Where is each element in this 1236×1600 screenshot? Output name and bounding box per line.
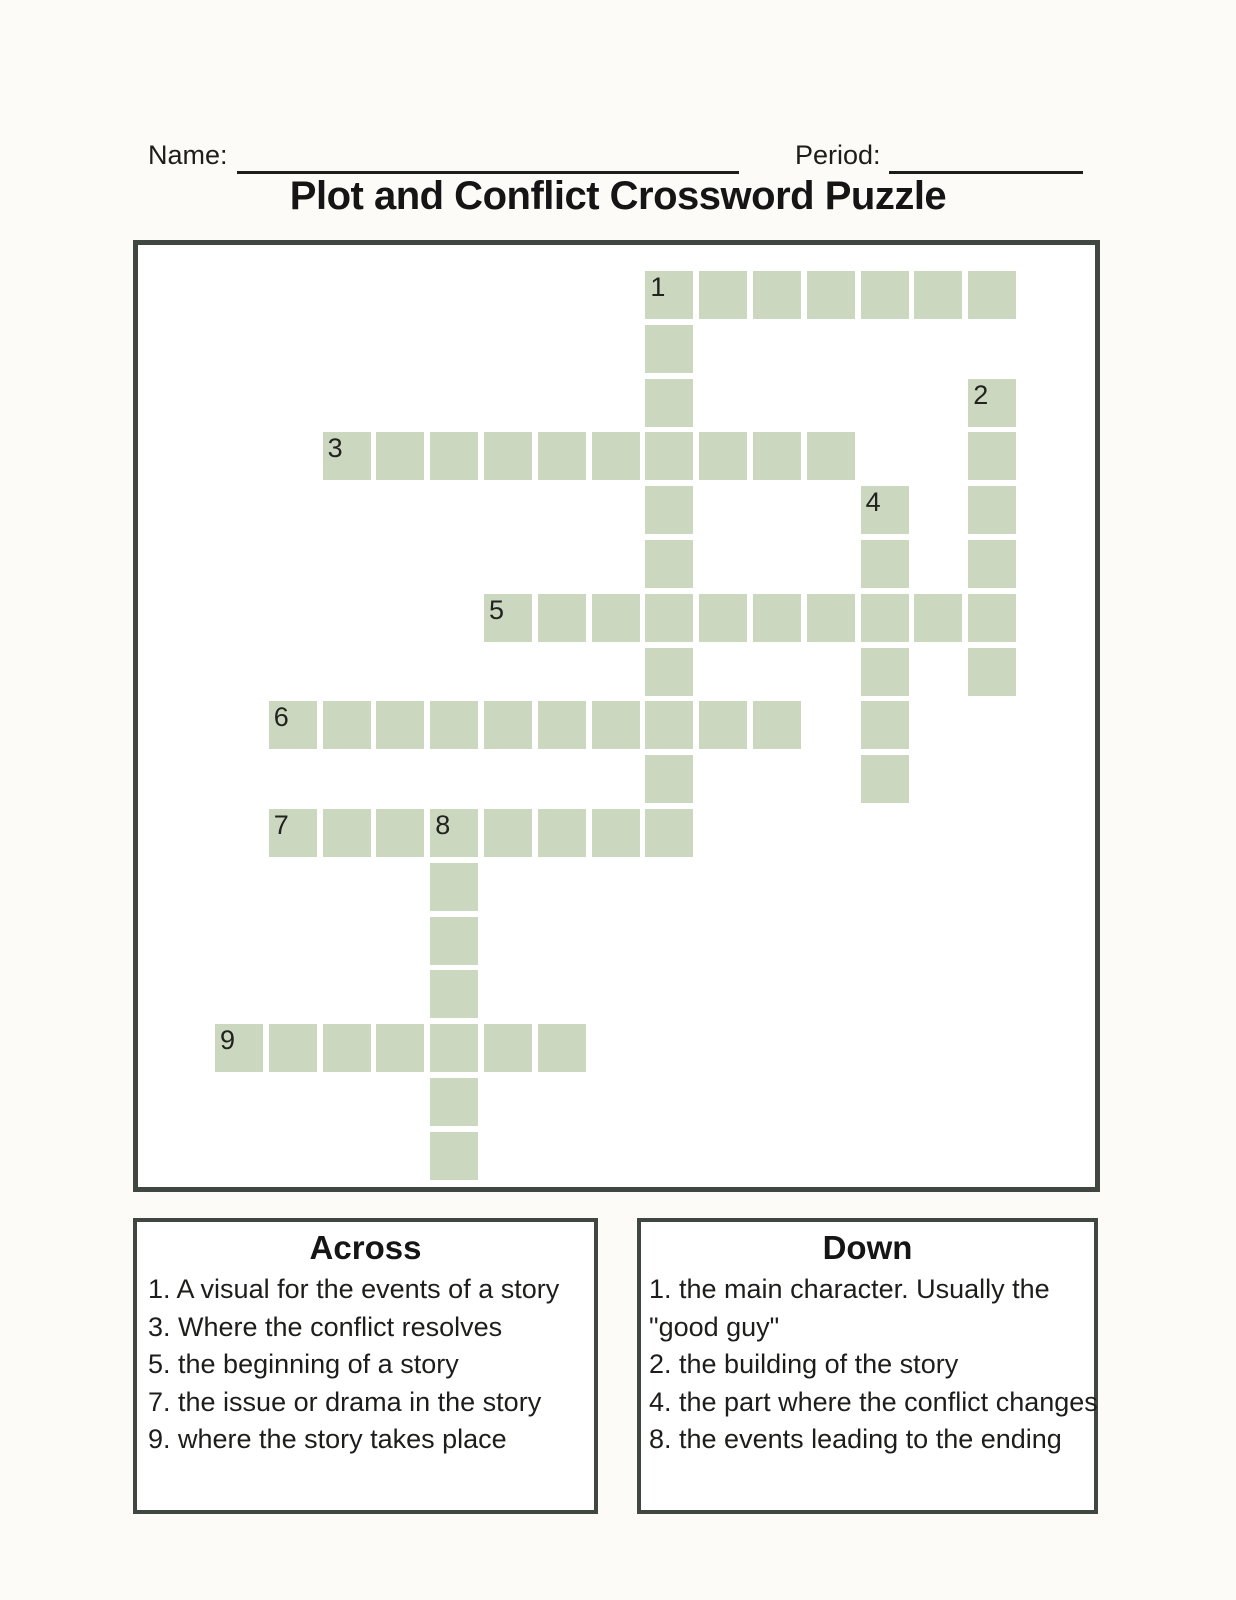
crossword-cell[interactable] xyxy=(323,701,371,749)
cell-number: 3 xyxy=(327,433,343,464)
crossword-cell[interactable] xyxy=(645,271,693,319)
clue-line: 8. the events leading to the ending xyxy=(649,1424,1062,1454)
crossword-cell[interactable] xyxy=(914,594,962,642)
crossword-cell[interactable] xyxy=(645,486,693,534)
crossword-cell[interactable] xyxy=(861,594,909,642)
across-clue-list xyxy=(137,1271,594,1459)
crossword-cell[interactable] xyxy=(484,1024,532,1072)
crossword-cell[interactable] xyxy=(807,594,855,642)
crossword-cell[interactable] xyxy=(699,432,747,480)
cell-number: 4 xyxy=(865,487,881,518)
crossword-cell[interactable] xyxy=(484,594,532,642)
crossword-cell[interactable] xyxy=(430,970,478,1018)
crossword-cell[interactable] xyxy=(430,1024,478,1072)
crossword-cell[interactable] xyxy=(699,271,747,319)
crossword-cell[interactable] xyxy=(484,701,532,749)
crossword-cell[interactable] xyxy=(538,594,586,642)
crossword-cell[interactable] xyxy=(914,271,962,319)
clue-line: 3. Where the conflict resolves xyxy=(148,1311,503,1342)
crossword-cell[interactable] xyxy=(323,809,371,857)
crossword-cell[interactable] xyxy=(430,701,478,749)
crossword-cell[interactable] xyxy=(538,809,586,857)
crossword-cell[interactable] xyxy=(592,432,640,480)
crossword-cell[interactable] xyxy=(699,701,747,749)
clue-line: 5. the beginning of a story xyxy=(148,1349,459,1379)
crossword-cell[interactable] xyxy=(538,432,586,480)
clue-line: 7. the issue or drama in the story xyxy=(148,1386,542,1417)
crossword-cell[interactable] xyxy=(430,432,478,480)
clue-line: 4. the part where the conflict changes xyxy=(649,1386,1098,1417)
cell-number: 6 xyxy=(273,702,289,733)
crossword-cell[interactable] xyxy=(323,1024,371,1072)
cell-number: 9 xyxy=(220,1025,236,1056)
across-heading: Across xyxy=(309,1229,422,1266)
crossword-cell[interactable] xyxy=(645,755,693,803)
cell-number: 2 xyxy=(973,379,989,410)
crossword-cell[interactable] xyxy=(753,271,801,319)
crossword-cell[interactable] xyxy=(215,1024,263,1072)
crossword-cell[interactable] xyxy=(592,701,640,749)
crossword-cell[interactable] xyxy=(861,486,909,534)
cell-number: 8 xyxy=(435,810,451,840)
crossword-cell[interactable] xyxy=(269,701,317,749)
crossword-cell[interactable] xyxy=(861,755,909,803)
crossword-grid-box xyxy=(133,240,1100,1192)
cell-number: 1 xyxy=(650,272,666,302)
crossword-cell[interactable] xyxy=(861,540,909,588)
crossword-cell[interactable] xyxy=(699,594,747,642)
cell-number: 7 xyxy=(273,810,289,840)
crossword-cell[interactable] xyxy=(592,594,640,642)
crossword-cell[interactable] xyxy=(645,648,693,696)
crossword-cell[interactable] xyxy=(645,379,693,427)
crossword-cell[interactable] xyxy=(807,271,855,319)
crossword-cell[interactable] xyxy=(753,701,801,749)
name-label: Name: xyxy=(148,140,228,170)
crossword-cell[interactable] xyxy=(645,701,693,749)
crossword-cell[interactable] xyxy=(430,917,478,965)
down-clue-list xyxy=(641,1271,1098,1459)
crossword-cell[interactable] xyxy=(269,1024,317,1072)
down-heading: Down xyxy=(822,1229,913,1266)
crossword-cell[interactable] xyxy=(376,701,424,749)
crossword-cell[interactable] xyxy=(484,432,532,480)
down-clues-box xyxy=(637,1218,1098,1514)
crossword-cell[interactable] xyxy=(645,325,693,373)
crossword-cell[interactable] xyxy=(645,432,693,480)
crossword-cell[interactable] xyxy=(430,1132,478,1180)
crossword-cell[interactable] xyxy=(376,1024,424,1072)
crossword-cell[interactable] xyxy=(968,486,1016,534)
crossword-cell[interactable] xyxy=(323,432,371,480)
crossword-cell[interactable] xyxy=(861,271,909,319)
crossword-cell[interactable] xyxy=(968,648,1016,696)
crossword-cell[interactable] xyxy=(430,809,478,857)
clue-line: 2. the building of the story xyxy=(649,1349,959,1379)
across-clues-box xyxy=(133,1218,598,1514)
crossword-cell[interactable] xyxy=(968,594,1016,642)
crossword-cell[interactable] xyxy=(807,432,855,480)
clue-line: 1. A visual for the events of a story xyxy=(148,1274,560,1304)
crossword-cell[interactable] xyxy=(753,432,801,480)
crossword-cell[interactable] xyxy=(645,540,693,588)
crossword-cell[interactable] xyxy=(538,701,586,749)
crossword-cell[interactable] xyxy=(968,540,1016,588)
clue-line: 1. the main character. Usually the xyxy=(649,1274,1050,1304)
crossword-cell[interactable] xyxy=(538,1024,586,1072)
crossword-cell[interactable] xyxy=(430,1078,478,1126)
crossword-cell[interactable] xyxy=(484,809,532,857)
cell-number: 5 xyxy=(489,594,505,625)
crossword-cell[interactable] xyxy=(592,809,640,857)
crossword-cell[interactable] xyxy=(968,271,1016,319)
clue-line: "good guy" xyxy=(649,1311,780,1342)
clue-line: 9. where the story takes place xyxy=(148,1424,507,1454)
crossword-cell[interactable] xyxy=(269,809,317,857)
crossword-cell[interactable] xyxy=(968,432,1016,480)
crossword-cell[interactable] xyxy=(968,379,1016,427)
crossword-cell[interactable] xyxy=(861,701,909,749)
period-label: Period: xyxy=(795,140,881,170)
crossword-cell[interactable] xyxy=(430,863,478,911)
crossword-cell[interactable] xyxy=(861,648,909,696)
crossword-cell[interactable] xyxy=(645,594,693,642)
crossword-cell[interactable] xyxy=(376,432,424,480)
crossword-cell[interactable] xyxy=(645,809,693,857)
crossword-cell[interactable] xyxy=(753,594,801,642)
crossword-cell[interactable] xyxy=(376,809,424,857)
page-title: Plot and Conflict Crossword Puzzle xyxy=(289,174,947,218)
